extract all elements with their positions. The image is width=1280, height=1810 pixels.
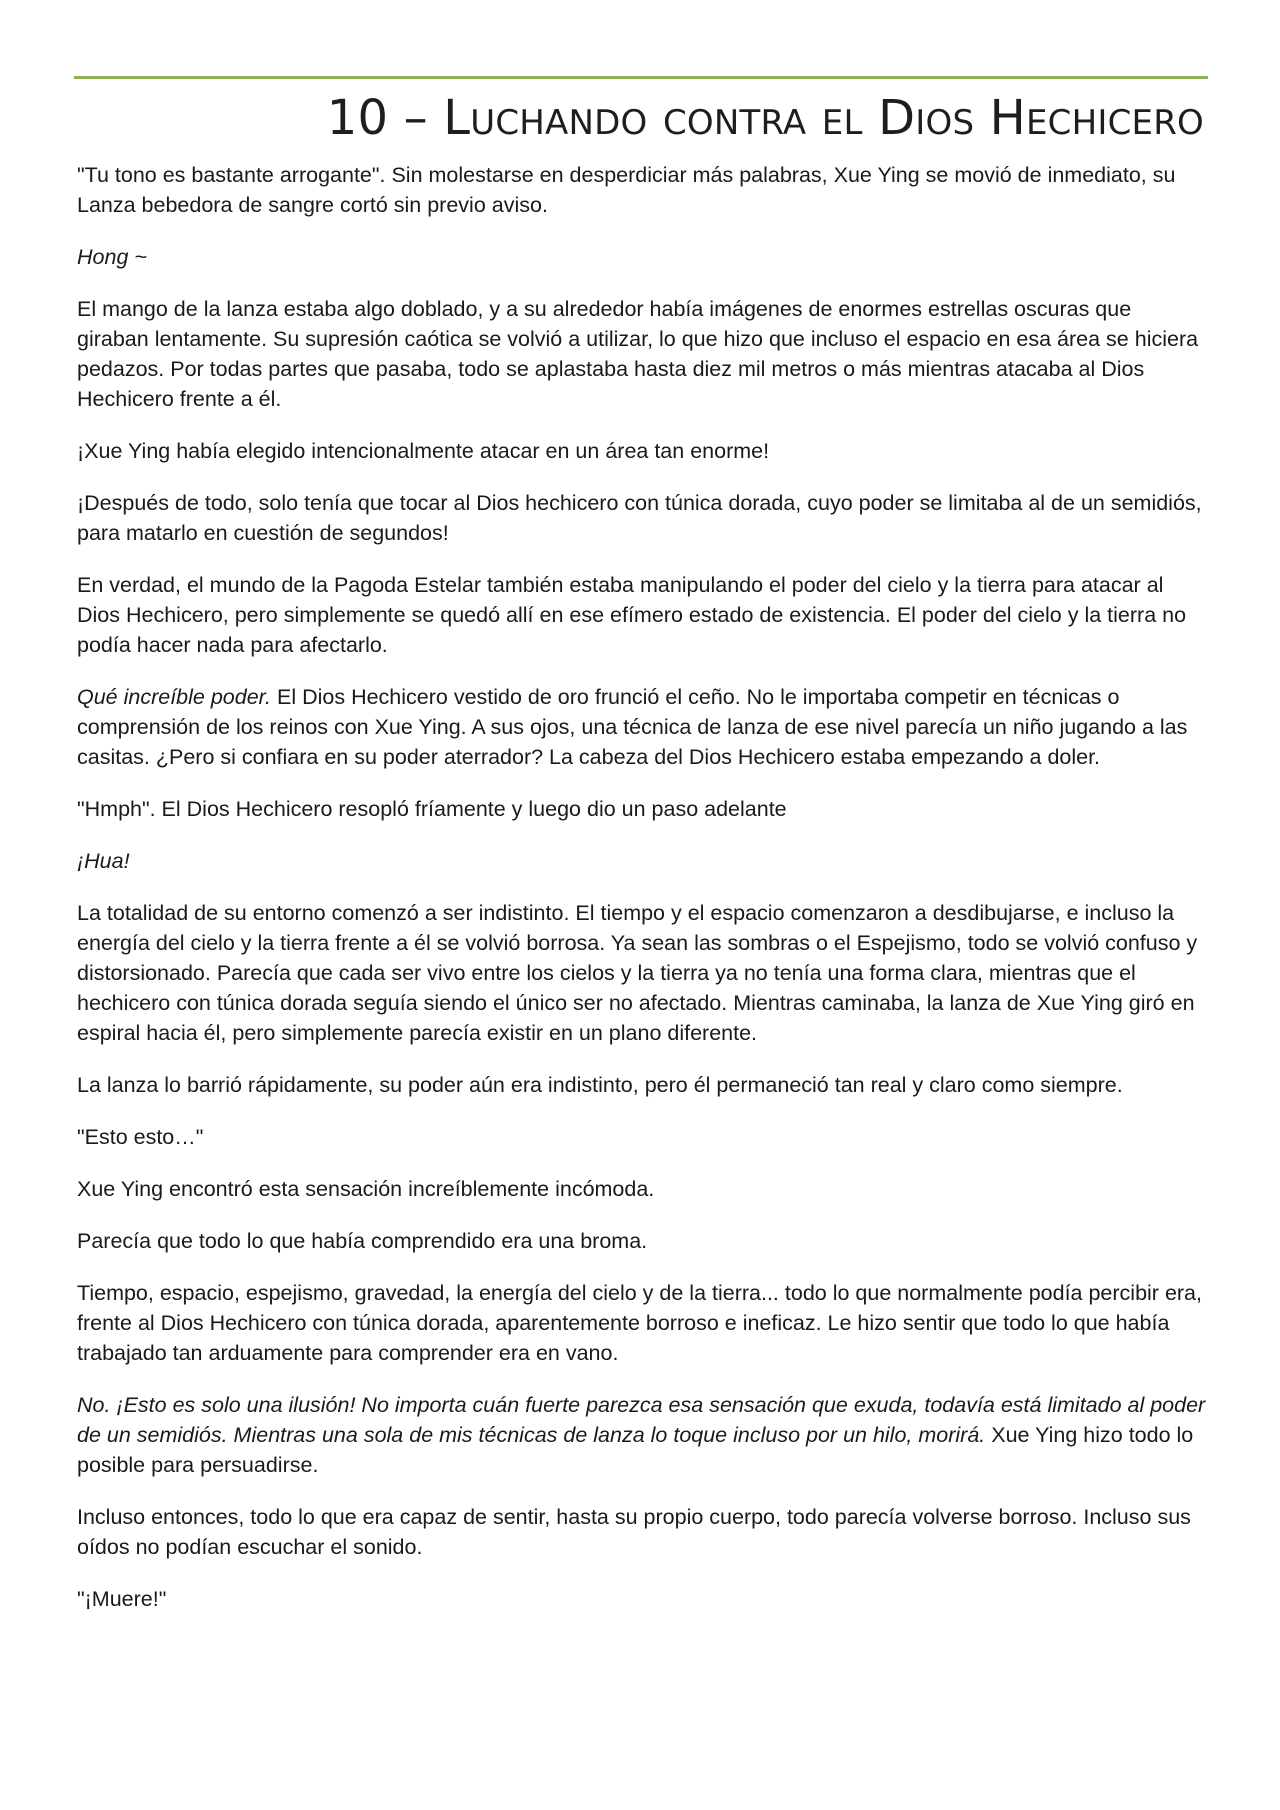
paragraph: Xue Ying encontró esta sensación increíblemente incómoda. bbox=[77, 1177, 655, 1201]
paragraph bbox=[77, 682, 1207, 772]
paragraph-sound: Hong ~ bbox=[77, 245, 147, 269]
chapter-title: 10 – Luchando contra el Dios Hechicero bbox=[326, 90, 1204, 146]
paragraph: El mango de la lanza estaba algo doblado, y a su alrededor había imágenes de enormes estrellas oscuras que giraban lentamente. Su supresión caótica se volvió a utilizar, lo que hizo que incluso el espacio en esa área se hiciera pedazos. Por todas partes que pasaba, todo se aplastaba hasta diez mil metros o más mientras atacaba al Dios Hechicero frente a él. bbox=[77, 297, 1199, 411]
paragraph: ¡Xue Ying había elegido intencionalmente atacar en un área tan enorme! bbox=[77, 439, 770, 463]
header-rule bbox=[74, 76, 1208, 79]
paragraph: "Hmph". El Dios Hechicero resopló fríamente y luego dio un paso adelante bbox=[77, 797, 787, 821]
paragraph: En verdad, el mundo de la Pagoda Estelar también estaba manipulando el poder del cielo y la tierra para atacar al Dios Hechicero, pero simplemente se quedó allí en ese efímero estado de existencia. El poder del cielo y la tierra no podía hacer nada para afectarlo. bbox=[77, 573, 1187, 657]
paragraph: "Tu tono es bastante arrogante". Sin molestarse en desperdiciar más palabras, Xue Ying se movió de inmediato, su Lanza bebedora de sangre cortó sin previo aviso. bbox=[77, 163, 1176, 217]
paragraph: Tiempo, espacio, espejismo, gravedad, la energía del cielo y de la tierra... todo lo que normalmente podía percibir era, frente al Dios Hechicero con túnica dorada, aparentemente borroso e ineficaz. Le hizo sentir que todo lo que había trabajado tan arduamente para comprender era en vano. bbox=[77, 1281, 1202, 1365]
paragraph: ¡Después de todo, solo tenía que tocar al Dios hechicero con túnica dorada, cuyo poder se limitaba al de un semidiós, para matarlo en cuestión de segundos! bbox=[77, 491, 1202, 545]
paragraph-sound: ¡Hua! bbox=[77, 849, 130, 873]
document-body bbox=[77, 160, 1207, 1636]
paragraph: La totalidad de su entorno comenzó a ser indistinto. El tiempo y el espacio comenzaron a desdibujarse, e incluso la energía del cielo y la tierra frente a él se volvió borrosa. Ya sean las sombras o el Espejismo, todo se volvió confuso y distorsionado. Parecía que cada ser vivo entre los cielos y la tierra ya no tenía una forma clara, mientras que el hechicero con túnica dorada seguía siendo el único ser no afectado. Mientras caminaba, la lanza de Xue Ying giró en espiral hacia él, pero simplemente parecía existir en un plano diferente. bbox=[77, 901, 1198, 1045]
paragraph: "¡Muere!" bbox=[77, 1587, 167, 1611]
paragraph: Parecía que todo lo que había comprendido era una broma. bbox=[77, 1229, 648, 1253]
paragraph bbox=[77, 1390, 1207, 1480]
paragraph-text: El Dios Hechicero vestido de oro frunció el ceño. No le importaba competir en técnicas o comprensión de los reinos con Xue Ying. A sus ojos, una técnica de lanza de ese nivel parecía un niño jugando a las casitas. ¿Pero si confiara en su poder aterrador? La cabeza del Dios Hechicero estaba empezando a doler. bbox=[77, 685, 1188, 769]
paragraph: La lanza lo barrió rápidamente, su poder aún era indistinto, pero él permaneció tan real y claro como siempre. bbox=[77, 1073, 1123, 1097]
paragraph: Incluso entonces, todo lo que era capaz de sentir, hasta su propio cuerpo, todo parecía volverse borroso. Incluso sus oídos no podían escuchar el sonido. bbox=[77, 1505, 1191, 1559]
inner-thought: No. ¡Esto es solo una ilusión! No importa cuán fuerte parezca esa sensación que exuda, todavía está limitado al poder de un semidiós. Mientras una sola de mis técnicas de lanza lo toque incluso por un hilo, morirá. bbox=[77, 1393, 1206, 1447]
paragraph-text: Xue Ying hizo todo lo posible para persuadirse. bbox=[77, 1423, 1194, 1477]
paragraph: "Esto esto…" bbox=[77, 1125, 204, 1149]
inner-thought: Qué increíble poder. bbox=[77, 685, 272, 709]
